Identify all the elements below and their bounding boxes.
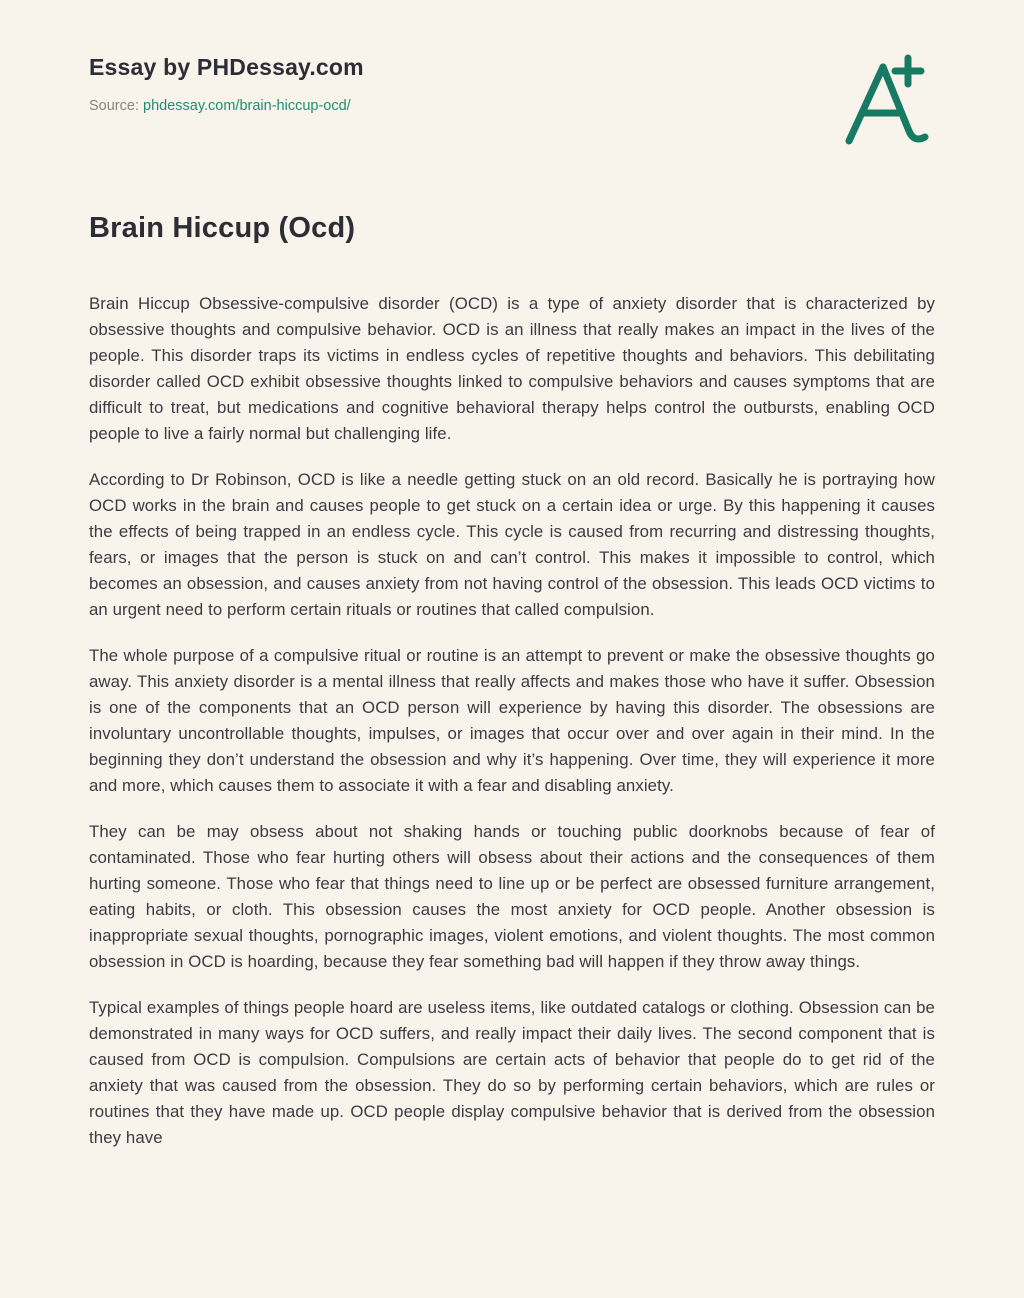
source-link[interactable]: phdessay.com/brain-hiccup-ocd/ (143, 98, 351, 114)
essay-paragraph: According to Dr Robinson, OCD is like a needle getting stuck on an old record. Basically he is portraying how OCD works in the brain and causes people to get stuck on a certain idea or urge. By this happening it causes the effects of being trapped in an endless cycle. This cycle is caused from recurring and distressing thoughts, fears, or images that the person is stuck on and can’t control. This makes it impossible to control, which becomes an obsession, and causes anxiety from not having control of the obsession. This leads OCD victims to an urgent need to perform certain rituals or routines that called compulsion. (89, 470, 935, 619)
essay-paragraph: Brain Hiccup Obsessive-compulsive disorder (OCD) is a type of anxiety disorder that is characterized by obsessive thoughts and compulsive behavior. OCD is an illness that really makes an impact in the lives of the people. This disorder traps its victims in endless cycles of repetitive thoughts and behaviors. This debilitating disorder called OCD exhibit obsessive thoughts linked to compulsive behaviors and causes symptoms that are difficult to treat, but medications and cognitive behavioral therapy helps control the outbursts, enabling OCD people to live a fairly normal but challenging life. (89, 294, 935, 443)
page-header (89, 50, 935, 152)
essay-title: Brain Hiccup (Ocd) (89, 212, 356, 244)
essay-body (89, 291, 935, 1151)
source-line (89, 98, 364, 114)
essay-paragraph: The whole purpose of a compulsive ritual or routine is an attempt to prevent or make the obsessive thoughts go away. This anxiety disorder is a mental illness that really affects and makes those who have it suffer. Obsession is one of the components that an OCD person will experience by having this disorder. The obsessions are involuntary uncontrollable thoughts, impulses, or images that occur over and over again in their mind. In the beginning they don’t understand the obsession and why it’s happening. Over time, they will experience it more and more, which causes them to associate it with a fear and disabling anxiety. (89, 646, 935, 795)
phdessay-a-plus-logo-icon (835, 50, 935, 152)
source-label: Source: (89, 98, 139, 114)
essay-paragraph: They can be may obsess about not shaking hands or touching public doorknobs because of fear of contaminated. Those who fear hurting others will obsess about their actions and the consequences of them hurting someone. Those who fear that things need to line up or be perfect are obsessed furniture arrangement, eating habits, or cloth. This obsession causes the most anxiety for OCD people. Another obsession is inappropriate sexual thoughts, pornographic images, violent emotions, and violent thoughts. The most common obsession in OCD is hoarding, because they fear something bad will happen if they throw away things. (89, 822, 935, 971)
header-title: Essay by PHDessay.com (89, 54, 364, 80)
essay-paragraph: Typical examples of things people hoard are useless items, like outdated catalogs or clothing. Obsession can be demonstrated in many ways for OCD suffers, and really impact their daily lives. The second component that is caused from OCD is compulsion. Compulsions are certain acts of behavior that people do to get rid of the anxiety that was caused from the obsession. They do so by performing certain behaviors, which are rules or routines that they have made up. OCD people display compulsive behavior that is derived from the obsession they have (89, 998, 935, 1147)
